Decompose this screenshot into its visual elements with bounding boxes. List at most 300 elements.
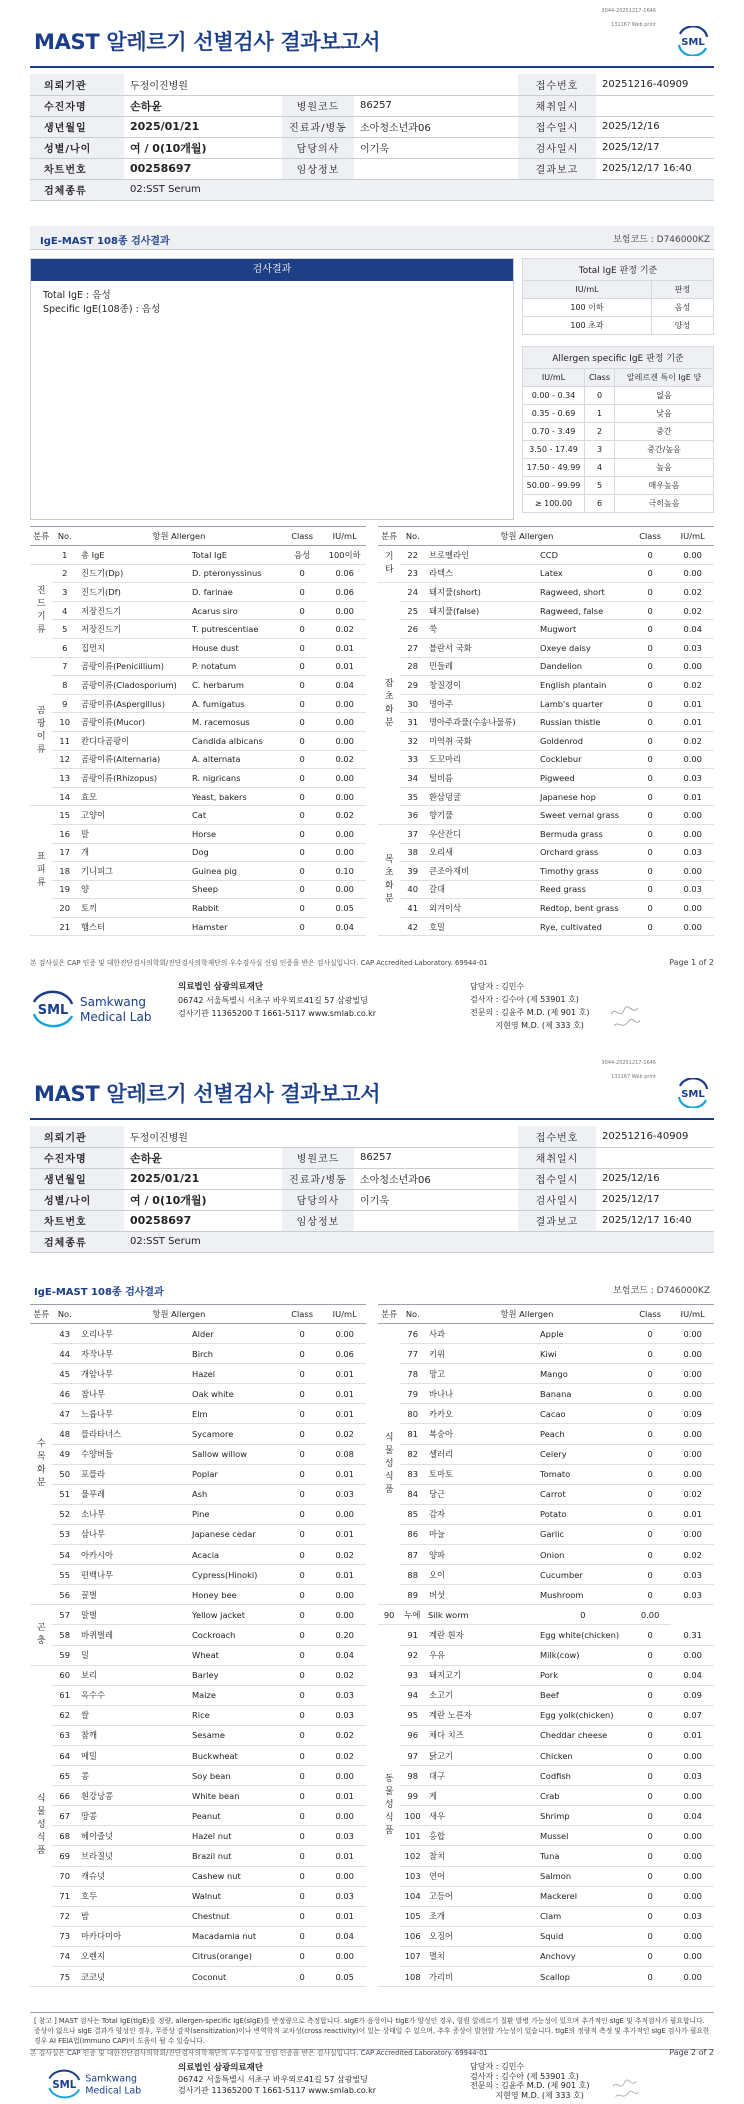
criteria-cell: 3.50 - 17.49 bbox=[523, 441, 585, 459]
allergen-no: 3 bbox=[52, 583, 77, 602]
allergen-class: 0 bbox=[281, 750, 324, 769]
allergen-no: 7 bbox=[52, 657, 77, 676]
allergen-row bbox=[30, 731, 366, 750]
allergen-name-kr: 감자 bbox=[425, 1504, 537, 1524]
report-label: 결과보고 bbox=[518, 158, 596, 179]
chart-value: 00258697 bbox=[124, 158, 282, 179]
allergen-row bbox=[378, 1464, 714, 1484]
allergen-class: 0 bbox=[629, 713, 672, 732]
allergen-category-label: 목초화분 bbox=[384, 855, 394, 905]
allergen-no: 46 bbox=[52, 1384, 77, 1404]
allergen-iu: 0.04 bbox=[323, 1926, 366, 1946]
allergen-name-en: Hamster bbox=[189, 917, 281, 936]
allergen-no: 80 bbox=[400, 1404, 425, 1424]
allergen-name-kr: 라텍스 bbox=[425, 564, 537, 583]
allergen-row bbox=[30, 1605, 366, 1625]
allergen-name-kr: 돼지풀(short) bbox=[425, 583, 537, 602]
allergen-row bbox=[30, 1324, 366, 1344]
allergen-iu: 0.06 bbox=[323, 1344, 366, 1364]
receipt-value: 2025/12/16 bbox=[596, 1168, 714, 1189]
allergen-iu: 0.02 bbox=[323, 1725, 366, 1745]
allergen-no: 35 bbox=[400, 787, 425, 806]
allergen-name-kr: 총 IgE bbox=[77, 546, 189, 565]
criteria-cell: 17.50 - 49.99 bbox=[523, 459, 585, 477]
allergen-no: 107 bbox=[400, 1946, 425, 1966]
allergen-name-en: T. putrescentiae bbox=[189, 620, 281, 639]
allergen-name-kr: 아카시아 bbox=[77, 1545, 189, 1565]
allergen-class: 0 bbox=[629, 750, 672, 769]
allergen-row bbox=[378, 694, 714, 713]
allergen-class: 0 bbox=[281, 1725, 324, 1745]
chart-label: 차트번호 bbox=[30, 1210, 124, 1231]
allergen-name-kr: 외겨이삭 bbox=[425, 899, 537, 918]
org-label: 의뢰기관 bbox=[30, 1126, 124, 1147]
allergen-iu: 0.02 bbox=[323, 1745, 366, 1765]
allergen-table-header bbox=[30, 1305, 366, 1324]
allergen-name-en: Scallop bbox=[537, 1967, 629, 1987]
allergen-class: 0 bbox=[281, 1906, 324, 1926]
allergen-no: 92 bbox=[400, 1645, 425, 1665]
allergen-no: 43 bbox=[52, 1324, 77, 1344]
allergen-no: 11 bbox=[52, 731, 77, 750]
allergen-iu: 0.00 bbox=[671, 1464, 714, 1484]
allergen-iu: 0.08 bbox=[323, 1444, 366, 1464]
allergen-name-kr: 키위 bbox=[425, 1344, 537, 1364]
allergen-category-label: 곤충 bbox=[36, 1622, 46, 1646]
allergen-iu: 0.01 bbox=[671, 787, 714, 806]
allergen-name-en: Walnut bbox=[189, 1886, 281, 1906]
clinical-value bbox=[354, 1210, 518, 1231]
allergen-no: 66 bbox=[52, 1786, 77, 1806]
allergen-class: 0 bbox=[281, 806, 324, 825]
samkwang-logo-icon bbox=[30, 2066, 180, 2102]
allergen-name-en: Egg yolk(chicken) bbox=[537, 1705, 629, 1725]
allergen-no: 42 bbox=[400, 917, 425, 936]
allergen-row bbox=[378, 1444, 714, 1464]
allergen-class: 0 bbox=[629, 1384, 672, 1404]
allergen-name-kr: 홍합 bbox=[425, 1826, 537, 1846]
allergen-name-en: Cocklebur bbox=[537, 750, 629, 769]
allergen-iu: 0.00 bbox=[671, 1444, 714, 1464]
allergen-name-en: Rabbit bbox=[189, 899, 281, 918]
allergen-iu: 0.01 bbox=[671, 713, 714, 732]
allergen-class: 0 bbox=[629, 843, 672, 862]
allergen-name-kr: 집먼지 bbox=[77, 638, 189, 657]
clinical-label: 임상정보 bbox=[282, 158, 354, 179]
criteria-cell: 양성 bbox=[652, 317, 714, 335]
allergen-iu: 0.00 bbox=[323, 1605, 366, 1625]
allergen-name-en: Yellow jacket bbox=[189, 1605, 281, 1625]
criteria-cell: ≥ 100.00 bbox=[523, 495, 585, 513]
allergen-class: 0 bbox=[281, 843, 324, 862]
allergen-category-label: 진드기류 bbox=[36, 585, 46, 635]
allergen-no: 64 bbox=[52, 1745, 77, 1765]
column-header-iu: IU/mL bbox=[671, 1305, 714, 1324]
allergen-name-kr: 느릅나무 bbox=[77, 1404, 189, 1424]
allergen-class: 0 bbox=[281, 731, 324, 750]
allergen-iu: 0.00 bbox=[671, 1866, 714, 1886]
column-header-class: Class bbox=[281, 527, 324, 546]
allergen-row bbox=[378, 731, 714, 750]
allergen-no: 108 bbox=[400, 1967, 425, 1987]
allergen-row bbox=[30, 1826, 366, 1846]
allergen-class: 0 bbox=[281, 1424, 324, 1444]
allergen-name-kr: 고등어 bbox=[425, 1886, 537, 1906]
signature-icon bbox=[608, 1002, 644, 1032]
allergen-no: 94 bbox=[400, 1685, 425, 1705]
allergen-name-kr: 고양이 bbox=[77, 806, 189, 825]
allergen-row bbox=[378, 862, 714, 881]
allergen-no: 25 bbox=[400, 601, 425, 620]
allergen-category bbox=[30, 546, 52, 565]
allergen-name-en: Reed grass bbox=[537, 880, 629, 899]
allergen-row bbox=[378, 1344, 714, 1364]
allergen-row bbox=[30, 1806, 366, 1826]
allergen-iu: 0.00 bbox=[671, 1645, 714, 1665]
allergen-name-en: R. nigricans bbox=[189, 769, 281, 788]
allergen-row bbox=[378, 750, 714, 769]
allergen-class: 0 bbox=[281, 620, 324, 639]
allergen-row bbox=[378, 1404, 714, 1424]
spec-label: 검체종류 bbox=[30, 179, 124, 200]
allergen-no: 98 bbox=[400, 1766, 425, 1786]
allergen-no: 70 bbox=[52, 1866, 77, 1886]
footer-org: 의료법인 삼광의료재단 bbox=[178, 982, 264, 992]
allergen-no: 76 bbox=[400, 1324, 425, 1344]
allergen-name-kr: 편백나무 bbox=[77, 1565, 189, 1585]
allergen-name-kr: 소고기 bbox=[425, 1685, 537, 1705]
allergen-name-en: Rye, cultivated bbox=[537, 917, 629, 936]
allergen-name-en: Orchard grass bbox=[537, 843, 629, 862]
allergen-row bbox=[378, 713, 714, 732]
org-label: 의뢰기관 bbox=[30, 74, 124, 95]
allergen-name-kr: 개 bbox=[77, 843, 189, 862]
lab-name: Samkwang bbox=[80, 995, 146, 1009]
allergen-name-en: Wheat bbox=[189, 1645, 281, 1665]
sexage-value: 여 / 0(10개월) bbox=[124, 1189, 282, 1210]
allergen-name-en: Garlic bbox=[537, 1524, 629, 1544]
allergen-no: 36 bbox=[400, 806, 425, 825]
allergen-row bbox=[378, 769, 714, 788]
allergen-name-kr: 물푸레 bbox=[77, 1484, 189, 1504]
allergen-name-en: Candida albicans bbox=[189, 731, 281, 750]
allergen-row bbox=[30, 1404, 366, 1424]
allergen-row bbox=[30, 843, 366, 862]
allergen-row bbox=[378, 1745, 714, 1765]
allergen-name-en: Banana bbox=[537, 1384, 629, 1404]
sexage-value: 여 / 0(10개월) bbox=[124, 137, 282, 158]
allergen-tables-page2 bbox=[30, 1304, 714, 2012]
allergen-name-kr: 저장진드기 bbox=[77, 620, 189, 639]
allergen-name-en: Carrot bbox=[537, 1484, 629, 1504]
allergen-row bbox=[30, 1725, 366, 1745]
allergen-name-kr: 브로멜라인 bbox=[425, 546, 537, 565]
allergen-class: 0 bbox=[537, 1605, 629, 1625]
allergen-iu: 0.00 bbox=[323, 787, 366, 806]
allergen-row bbox=[30, 1906, 366, 1926]
allergen-iu: 0.00 bbox=[629, 1605, 672, 1625]
allergen-row bbox=[30, 564, 366, 583]
allergen-name-kr: 환삼덩굴 bbox=[425, 787, 537, 806]
chart-label: 차트번호 bbox=[30, 158, 124, 179]
allergen-name-kr: 향기풀 bbox=[425, 806, 537, 825]
footer-contact: 검사기관 11365200 T 1661-5117 www.smlab.co.kr bbox=[178, 2086, 377, 2095]
allergen-iu: 0.00 bbox=[671, 1524, 714, 1544]
allergen-class: 0 bbox=[629, 601, 672, 620]
result-line-total: Total IgE : 음성 bbox=[43, 290, 111, 301]
patient-info-table bbox=[30, 1126, 714, 1253]
allergen-name-en: Mackerel bbox=[537, 1886, 629, 1906]
allergen-name-kr: 곰팡이류(Alternaria) bbox=[77, 750, 189, 769]
allergen-class: 0 bbox=[281, 583, 324, 602]
allergen-no: 103 bbox=[400, 1866, 425, 1886]
allergen-name-kr: 오리새 bbox=[425, 843, 537, 862]
allergen-class: 0 bbox=[281, 769, 324, 788]
allergen-class: 0 bbox=[281, 787, 324, 806]
specific-criteria-title: Allergen specific IgE 판정 기준 bbox=[523, 347, 714, 369]
allergen-no: 29 bbox=[400, 676, 425, 695]
allergen-class: 0 bbox=[281, 1926, 324, 1946]
criteria-cell: 중간 bbox=[615, 423, 714, 441]
allergen-category bbox=[30, 564, 52, 657]
allergen-no: 52 bbox=[52, 1504, 77, 1524]
allergen-class: 0 bbox=[629, 806, 672, 825]
allergen-iu: 0.04 bbox=[671, 1806, 714, 1826]
allergen-iu: 0.04 bbox=[671, 1665, 714, 1685]
allergen-name-en: Tomato bbox=[537, 1464, 629, 1484]
allergen-name-kr: 곰팡이류(Mucor) bbox=[77, 713, 189, 732]
allergen-row bbox=[378, 1625, 714, 1645]
sexage-label: 성별/나이 bbox=[30, 1189, 124, 1210]
allergen-iu: 0.00 bbox=[671, 862, 714, 881]
allergen-class: 0 bbox=[281, 1364, 324, 1384]
allergen-no: 79 bbox=[400, 1384, 425, 1404]
allergen-name-en: Guinea pig bbox=[189, 862, 281, 881]
allergen-class: 0 bbox=[281, 862, 324, 881]
allergen-no: 4 bbox=[52, 601, 77, 620]
allergen-name-en: Dandelion bbox=[537, 657, 629, 676]
allergen-iu: 0.01 bbox=[323, 638, 366, 657]
allergen-class: 0 bbox=[629, 1846, 672, 1866]
allergen-iu: 0.01 bbox=[323, 1786, 366, 1806]
name-label: 수진자명 bbox=[30, 95, 124, 116]
allergen-no: 23 bbox=[400, 564, 425, 583]
allergen-class: 0 bbox=[281, 1464, 324, 1484]
allergen-name-kr: 소나무 bbox=[77, 1504, 189, 1524]
allergen-name-en: Cheddar cheese bbox=[537, 1725, 629, 1745]
allergen-iu: 0.04 bbox=[323, 917, 366, 936]
allergen-no: 56 bbox=[52, 1585, 77, 1605]
allergen-no: 99 bbox=[400, 1786, 425, 1806]
allergen-class: 0 bbox=[629, 1344, 672, 1364]
allergen-name-en: Celery bbox=[537, 1444, 629, 1464]
lab-name: Samkwang bbox=[85, 2073, 137, 2085]
allergen-table-header bbox=[378, 1305, 714, 1324]
allergen-name-kr: 망고 bbox=[425, 1364, 537, 1384]
allergen-name-kr: 명아주과풀(수송나물류) bbox=[425, 713, 537, 732]
allergen-iu: 0.01 bbox=[671, 1725, 714, 1745]
allergen-name-kr: 곰팡이류(Rhizopus) bbox=[77, 769, 189, 788]
allergen-class: 0 bbox=[629, 899, 672, 918]
allergen-name-en: Brazil nut bbox=[189, 1846, 281, 1866]
allergen-category-label: 잡초화분 bbox=[384, 678, 394, 728]
criteria-cell: 100 초과 bbox=[523, 317, 652, 335]
allergen-no: 53 bbox=[52, 1524, 77, 1544]
allergen-name-en: Latex bbox=[537, 564, 629, 583]
allergen-iu: 0.00 bbox=[323, 694, 366, 713]
hospcode-label: 병원코드 bbox=[282, 1147, 354, 1168]
allergen-iu: 0.05 bbox=[323, 1967, 366, 1987]
allergen-no: 24 bbox=[400, 583, 425, 602]
allergen-name-en: Cashew nut bbox=[189, 1866, 281, 1886]
allergen-class: 0 bbox=[281, 1946, 324, 1966]
result-box bbox=[30, 258, 514, 520]
svg-text:SML: SML bbox=[681, 37, 705, 48]
criteria-cell: 높음 bbox=[615, 459, 714, 477]
criteria-row bbox=[523, 387, 714, 405]
allergen-class: 0 bbox=[629, 583, 672, 602]
allergen-class: 0 bbox=[281, 1384, 324, 1404]
allergen-name-en: Chestnut bbox=[189, 1906, 281, 1926]
allergen-tables-page1 bbox=[30, 526, 714, 946]
allergen-name-kr: 게 bbox=[425, 1786, 537, 1806]
allergen-no: 17 bbox=[52, 843, 77, 862]
allergen-class: 0 bbox=[629, 1444, 672, 1464]
allergen-name-en: Citrus(orange) bbox=[189, 1946, 281, 1966]
criteria-cell: 0.35 - 0.69 bbox=[523, 405, 585, 423]
allergen-class: 0 bbox=[629, 1404, 672, 1424]
allergen-iu: 0.01 bbox=[323, 1404, 366, 1424]
allergen-no: 32 bbox=[400, 731, 425, 750]
allergen-row bbox=[378, 1946, 714, 1966]
allergen-row bbox=[378, 1725, 714, 1745]
allergen-name-en: Shrimp bbox=[537, 1806, 629, 1826]
allergen-row bbox=[30, 1766, 366, 1786]
allergen-name-en: Pork bbox=[537, 1665, 629, 1685]
allergen-class: 0 bbox=[629, 1886, 672, 1906]
allergen-no: 40 bbox=[400, 880, 425, 899]
allergen-row bbox=[30, 583, 366, 602]
allergen-row bbox=[30, 917, 366, 936]
allergen-table-header bbox=[378, 527, 714, 546]
allergen-class: 0 bbox=[281, 1565, 324, 1585]
allergen-name-en: Soy bean bbox=[189, 1766, 281, 1786]
allergen-row bbox=[30, 1665, 366, 1685]
allergen-row bbox=[378, 824, 714, 843]
allergen-name-en: Buckwheat bbox=[189, 1745, 281, 1765]
allergen-iu: 0.00 bbox=[323, 1504, 366, 1524]
allergen-row bbox=[378, 1565, 714, 1585]
allergen-class: 0 bbox=[629, 1484, 672, 1504]
hospcode-value: 86257 bbox=[354, 95, 518, 116]
allergen-no: 101 bbox=[400, 1826, 425, 1846]
criteria-cell: 없음 bbox=[615, 387, 714, 405]
allergen-row bbox=[30, 1786, 366, 1806]
allergen-iu: 0.03 bbox=[671, 1906, 714, 1926]
allergen-no: 33 bbox=[400, 750, 425, 769]
allergen-class: 0 bbox=[281, 1625, 324, 1645]
criteria-cell: 50.00 - 99.99 bbox=[523, 477, 585, 495]
reference-note: [ 참고 ] MAST 검사는 Total IgE(tIgE)를 정량, allergen-specific IgE(sIgE)를 반정량으로 측정합니다. sIgE가 음성이나 tIgE가 양성인 경우, 항원 알레르기 질환 발병 가능성이 있으며 추가적인 sIgE 및 추적검사가 필요합니다. 증상이 없으나 sIgE 결과가 양성인 경우, 무증상 감작(sensitization)이나 변역학적 교차성(cross reactivity)이 있는 상태일 수 있으며, 추후 증상이 발현할 가능성이 있습니다. tIgE의 정량적 측정 및 추가적인 sIgE 검사가 필요한 경우 AI FEIA법(Immuno CAP)이 도움이 될 수 있습니다. bbox=[30, 2012, 714, 2050]
column-header-cat: 분류 bbox=[378, 1305, 400, 1324]
allergen-name-kr: 포플라 bbox=[77, 1464, 189, 1484]
allergen-name-kr: 햄스터 bbox=[77, 917, 189, 936]
allergen-name-kr: 돼지풀(false) bbox=[425, 601, 537, 620]
allergen-class: 0 bbox=[281, 657, 324, 676]
allergen-name-kr: 흰강낭콩 bbox=[77, 1786, 189, 1806]
allergen-category-label: 식물성식품 bbox=[36, 1794, 46, 1857]
title-rule bbox=[30, 1118, 714, 1120]
allergen-no: 95 bbox=[400, 1705, 425, 1725]
allergen-iu: 0.00 bbox=[323, 769, 366, 788]
total-criteria-title: Total IgE 판정 기준 bbox=[523, 259, 714, 281]
allergen-row bbox=[378, 1424, 714, 1444]
allergen-row bbox=[378, 638, 714, 657]
column-header-allergen: 항원 Allergen bbox=[77, 527, 281, 546]
column-header-class: Class bbox=[281, 1305, 324, 1324]
allergen-category bbox=[378, 583, 400, 825]
criteria-cell: 6 bbox=[585, 495, 615, 513]
receipt-no-value: 20251216-40909 bbox=[596, 74, 714, 95]
allergen-class: 0 bbox=[281, 676, 324, 695]
allergen-no: 14 bbox=[52, 787, 77, 806]
criteria-cell: 0.70 - 3.49 bbox=[523, 423, 585, 441]
allergen-class: 0 bbox=[281, 1766, 324, 1786]
allergen-class: 0 bbox=[629, 1504, 672, 1524]
allergen-name-kr: 민들레 bbox=[425, 657, 537, 676]
allergen-name-en: Goldenrod bbox=[537, 731, 629, 750]
allergen-category bbox=[30, 1665, 52, 1987]
allergen-no: 104 bbox=[400, 1886, 425, 1906]
allergen-no: 59 bbox=[52, 1645, 77, 1665]
allergen-name-kr: 기니피그 bbox=[77, 862, 189, 881]
allergen-name-en: Sallow willow bbox=[189, 1444, 281, 1464]
hospcode-value: 86257 bbox=[354, 1147, 518, 1168]
allergen-iu: 0.00 bbox=[671, 1886, 714, 1906]
allergen-no: 100 bbox=[400, 1806, 425, 1826]
allergen-row bbox=[378, 1967, 714, 1987]
allergen-no: 31 bbox=[400, 713, 425, 732]
allergen-no: 18 bbox=[52, 862, 77, 881]
allergen-no: 90 bbox=[378, 1605, 400, 1625]
allergen-category-label: 기타 bbox=[384, 552, 394, 576]
allergen-name-en: Japanese cedar bbox=[189, 1524, 281, 1544]
allergen-iu: 0.00 bbox=[671, 1745, 714, 1765]
allergen-row bbox=[378, 880, 714, 899]
cap-note: 본 검사실은 CAP 인증 및 대한진단검사의학회/진단검사의학재단의 우수검사실 신임 인증을 받은 검사실입니다. CAP Accredited Laboratory. 69944-01 bbox=[30, 2049, 488, 2057]
allergen-name-en: Sesame bbox=[189, 1725, 281, 1745]
print-meta: 3044-20251217-1646 bbox=[601, 1060, 656, 1066]
allergen-iu: 0.00 bbox=[323, 1324, 366, 1344]
allergen-name-en: Sweet vernal grass bbox=[537, 806, 629, 825]
column-header-cat: 분류 bbox=[378, 527, 400, 546]
allergen-no: 5 bbox=[52, 620, 77, 639]
allergen-row bbox=[30, 1685, 366, 1705]
allergen-iu: 0.00 bbox=[671, 1826, 714, 1846]
allergen-name-kr: 쑥 bbox=[425, 620, 537, 639]
allergen-class: 0 bbox=[629, 1364, 672, 1384]
allergen-row bbox=[378, 1786, 714, 1806]
allergen-name-en: Kiwi bbox=[537, 1344, 629, 1364]
allergen-row bbox=[30, 1926, 366, 1946]
allergen-no: 72 bbox=[52, 1906, 77, 1926]
allergen-iu: 0.03 bbox=[671, 769, 714, 788]
section-title: IgE-MAST 108종 검사결과 bbox=[40, 236, 170, 247]
allergen-name-en: Ragweed, short bbox=[537, 583, 629, 602]
allergen-name-kr: 미역취 국화 bbox=[425, 731, 537, 750]
doctor-label: 담당의사 bbox=[282, 137, 354, 158]
allergen-no: 105 bbox=[400, 1906, 425, 1926]
